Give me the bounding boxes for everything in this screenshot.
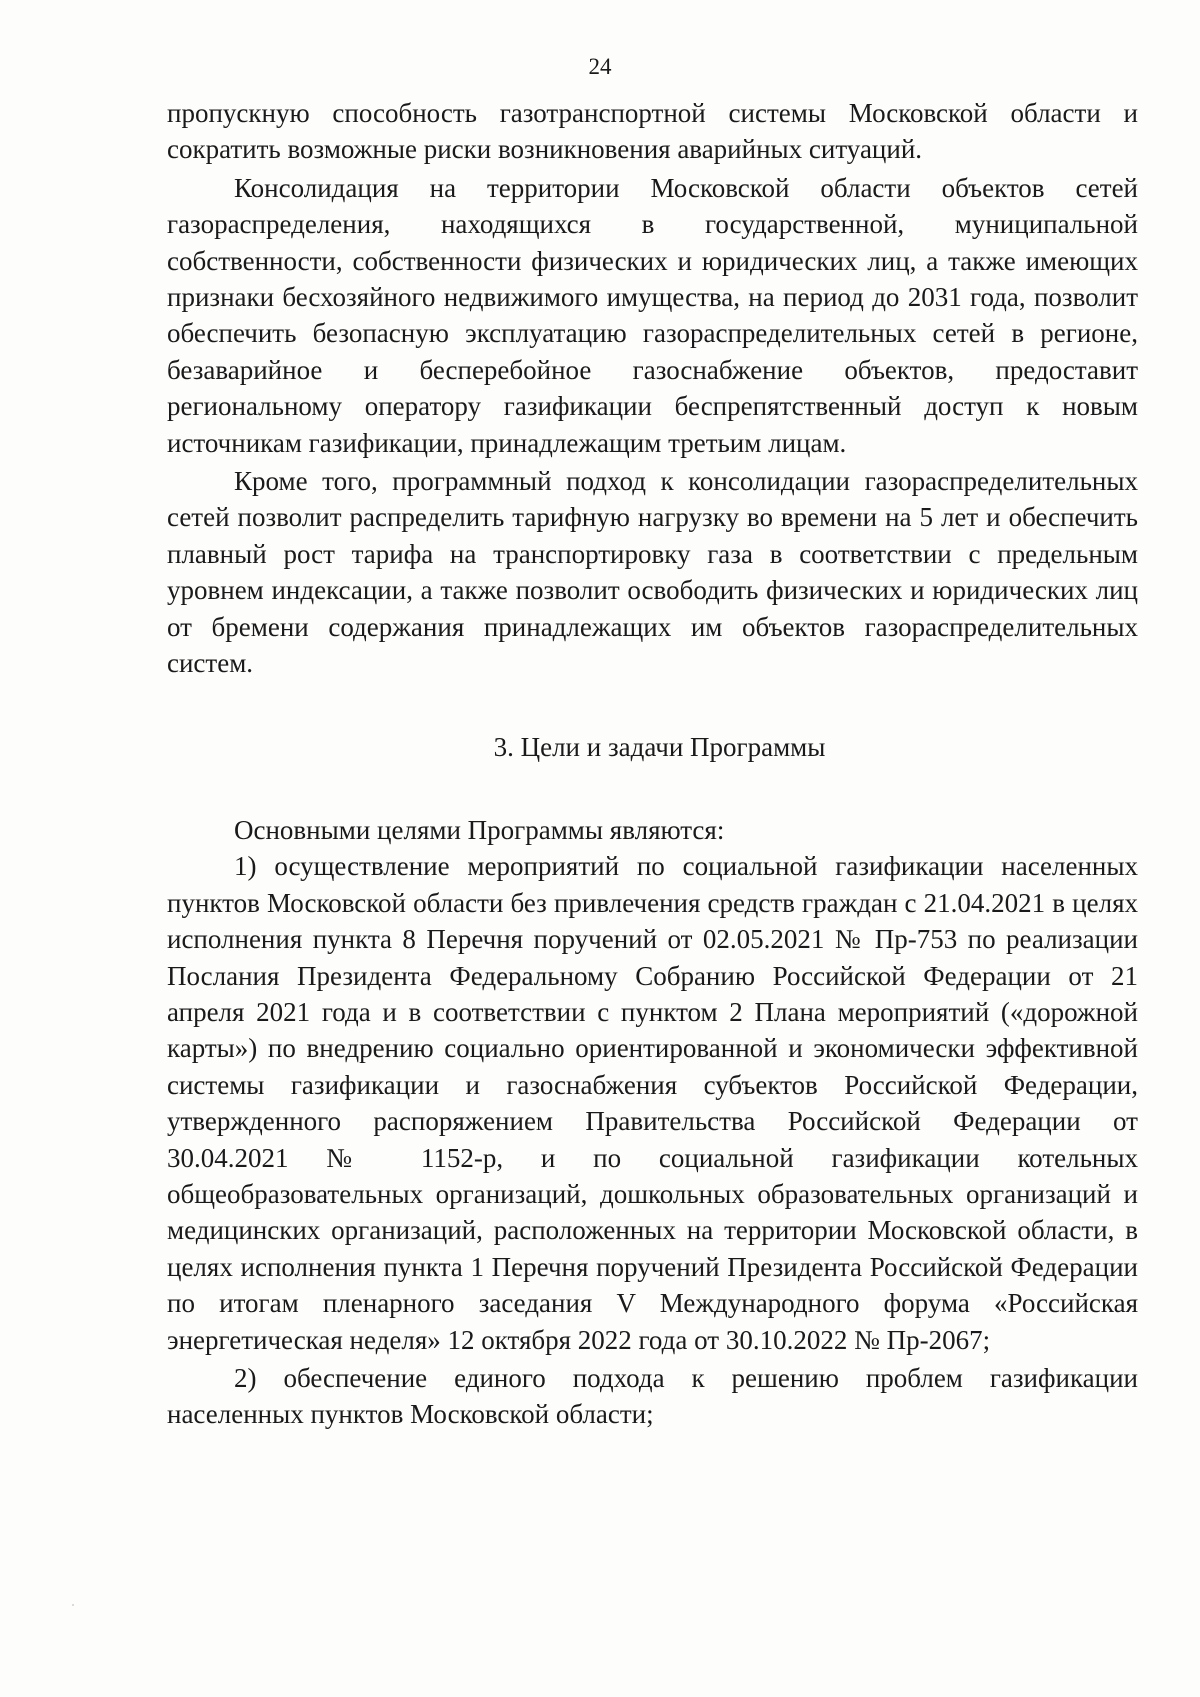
goal-item-1: 1) осуществление мероприятий по социальной газификации населенных пунктов Московской области без привлечения средств граждан с 21.04.2021 в целях исполнения пункта 8 Перечня поручений от 02.05.2021 № Пр-753 по реализации Послания Президента Федеральному Собранию Российской Федерации от 21 апреля 2021 года и в соответствии с пунктом 2 Плана мероприятий («дорожной карты») по внедрению социально ориентированной и экономически эффективной системы газификации и газоснабжения субъектов Российской Федерации, утвержденного распоряжением Правительства Российской Федерации от 30.04.2021 № 1152-р, и по социальной газификации котельных общеобразовательных организаций, дошкольных образовательных организаций и медицинских организаций, расположенных на территории Московской области, в целях исполнения пункта 1 Перечня поручений Президента Российской Федерации по итогам пленарного заседания V Международного форума «Российская энергетическая неделя» 12 октября 2022 года от 30.10.2022 № Пр-2067; (167, 851, 1138, 1355)
paragraph-program-approach: Кроме того, программный подход к консолидации газораспределительных сетей позволит распределить тарифную нагрузку во времени на 5 лет и обеспечить плавный рост тарифа на транспортировку газа в соответствии с предельным уровнем индексации, а также позволит освободить физических и юридических лиц от бремени содержания принадлежащих им объектов газораспределительных систем. (167, 466, 1138, 679)
document-body (167, 95, 1138, 1433)
page-number: 24 (588, 54, 612, 79)
scan-artifact (72, 1604, 74, 1606)
paragraph-continuation: пропускную способность газотранспортной системы Московской области и сократить возможные риски возникновения аварийных ситуаций. (167, 98, 1138, 165)
section-heading: 3. Цели и задачи Программы (493, 731, 826, 762)
paragraph-consolidation: Консолидация на территории Московской области объектов сетей газораспределения, находящихся в государственной, муниципальной собственности, собственности физических и юридических лиц, а также имеющих признаки бесхозяйного недвижимого имущества, на период до 2031 года, позволит обеспечить безопасную эксплуатацию газораспределительных сетей в регионе, безаварийное и бесперебойное газоснабжение объектов, предоставит региональному оператору газификации беспрепятственный доступ к новым источникам газификации, принадлежащим третьим лицам. (167, 172, 1138, 458)
goal-item-2: 2) обеспечение единого подхода к решению проблем газификации населенных пунктов Московской области; (167, 1363, 1138, 1430)
goals-lead: Основными целями Программы являются: (234, 814, 725, 845)
